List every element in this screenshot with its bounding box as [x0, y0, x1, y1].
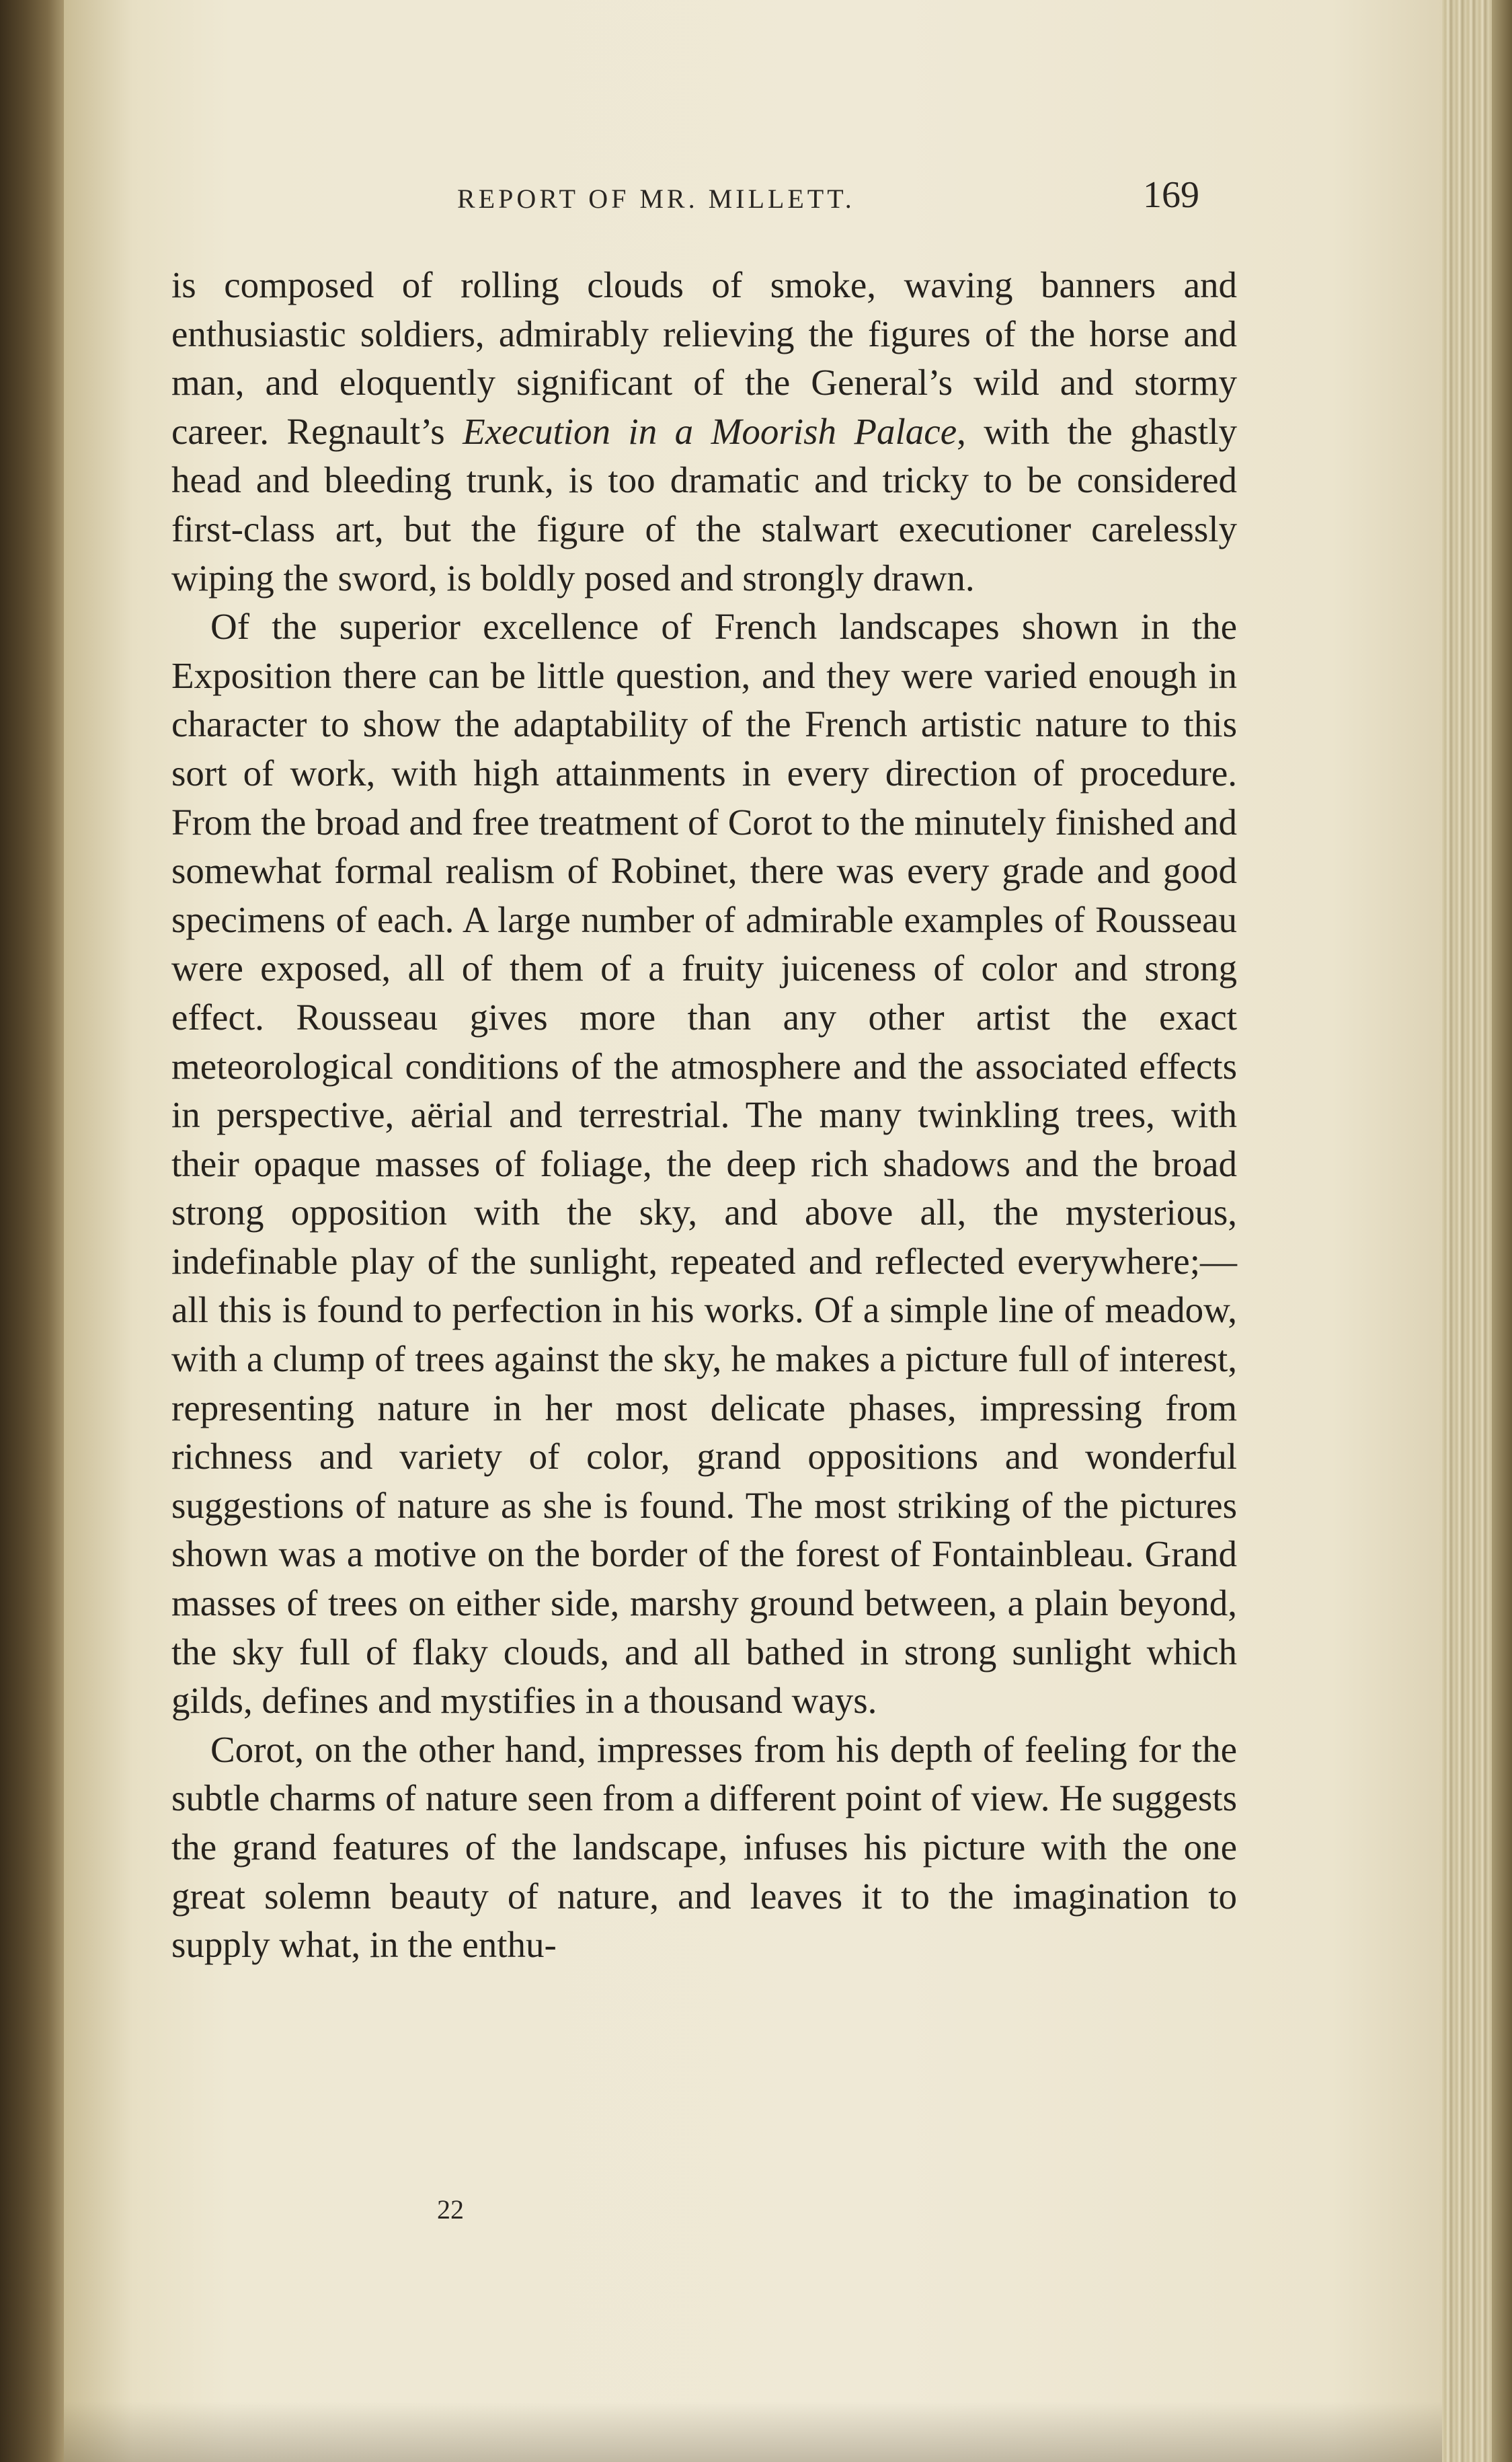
paragraph-1-start: is composed of rolling clouds of smoke, waving banners and enthusiastic soldiers, admirably relieving the figures of the horse and man, and eloquently significant of the General’s wild and stormy career. Regnault’s — [171, 264, 1237, 452]
paragraph-1 — [171, 261, 1237, 603]
paragraph-1-end: , with the ghastly head and bleeding trunk, is too dramatic and tricky to be considered first-class art, but the figure of the stalwart executioner carelessly wiping the sword, is boldly posed and strongly drawn. — [171, 410, 1237, 599]
main-text — [171, 261, 1237, 1970]
page-edges-right — [1442, 0, 1512, 2462]
page-number: 169 — [1143, 174, 1199, 216]
paragraph-3: Corot, on the other hand, impresses from his depth of feeling for the subtle charms of nature seen from a different point of view. He suggests the grand features of the landscape, infuses his picture with the one great solemn beauty of nature, and leaves it to the imagination to supply what, in the enthu- — [171, 1728, 1237, 1966]
page-bottom-shadow — [64, 2401, 1442, 2462]
page-header — [0, 174, 1512, 227]
paragraph-2: Of the superior excellence of French landscapes shown in the Exposition there can be little question, and they were varied enough in character to show the adaptability of the French artistic nature to this sort of work, with high attainments in every direction of procedure. From the broad and free treatment of Corot to the minutely finished and somewhat formal realism of Robinet, there was every grade and good specimens of each. A large number of admirable examples of Rousseau were exposed, all of them of a fruity juiceness of color and strong effect. Rousseau gives more than any other artist the exact meteorological conditions of the atmosphere and the associated effects in perspective, aërial and terrestrial. The many twinkling trees, with their opaque masses of foliage, the deep rich shadows and the broad strong opposition with the sky, and above all, the mysterious, indefinable play of the sunlight, repeated and reflected everywhere;—all this is found to perfection in his works. Of a simple line of meadow, with a clump of trees against the sky, he makes a picture full of interest, representing nature in her most delicate phases, impressing from richness and variety of color, grand oppositions and wonderful suggestions of nature as she is found. The most striking of the pictures shown was a motive on the border of the forest of Fontainbleau. Grand masses of trees on either side, marshy ground between, a plain beyond, the sky full of flaky clouds, and all bathed in strong sunlight which gilds, defines and mystifies in a thousand ways. — [171, 606, 1237, 1722]
running-title: REPORT OF MR. MILLETT. — [457, 184, 855, 214]
signature-mark: 22 — [437, 2194, 464, 2225]
painting-title: Execution in a Moorish Palace — [463, 410, 957, 452]
book-binding-left — [0, 0, 64, 2462]
